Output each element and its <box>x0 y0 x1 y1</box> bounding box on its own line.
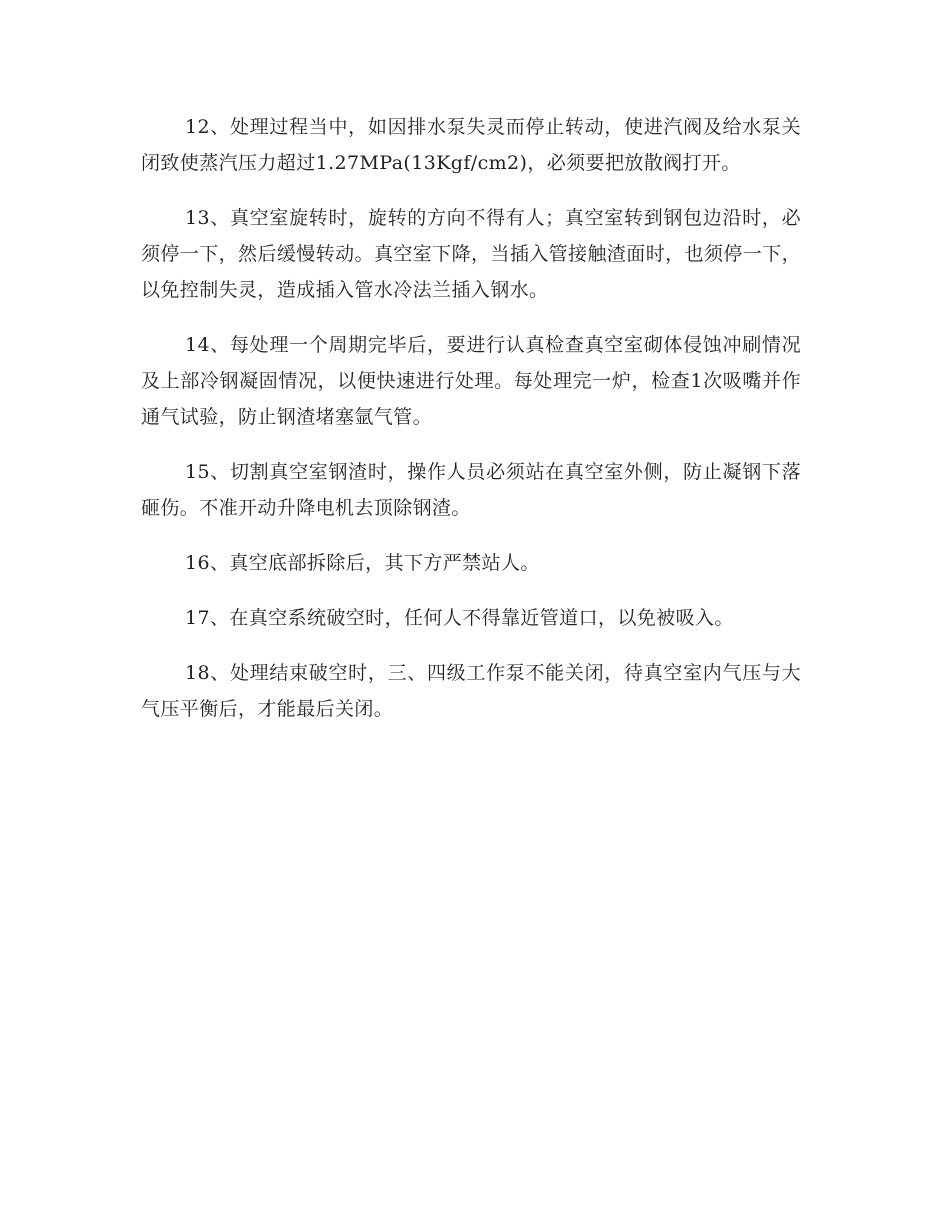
paragraph-13: 13、真空室旋转时，旋转的方向不得有人；真空室转到钢包边沿时，必须停一下，然后缓慢转动。真空室下降，当插入管接触渣面时，也须停一下，以免控制失灵，造成插入管水冷法兰插入钢水。 <box>141 207 801 301</box>
paragraph-14: 14、每处理一个周期完毕后，要进行认真检查真空室砌体侵蚀冲刷情况及上部冷钢凝固情况，以便快速进行处理。每处理完一炉，检查1次吸嘴并作通气试验，防止钢渣堵塞氩气管。 <box>141 334 801 428</box>
paragraph-18: 18、处理结束破空时，三、四级工作泵不能关闭，待真空室内气压与大气压平衡后，才能最后关闭。 <box>141 662 801 720</box>
paragraph-16: 16、真空底部拆除后，其下方严禁站人。 <box>185 552 540 574</box>
paragraph-15: 15、切割真空室钢渣时，操作人员必须站在真空室外侧，防止凝钢下落砸伤。不准开动升降电机去顶除钢渣。 <box>141 461 801 519</box>
paragraph-12: 12、处理过程当中，如因排水泵失灵而停止转动，使进汽阀及给水泵关闭致使蒸汽压力超过1.27MPa(13Kgf/cm2)，必须要把放散阀打开。 <box>141 116 801 174</box>
paragraph-17: 17、在真空系统破空时，任何人不得靠近管道口，以免被吸入。 <box>185 607 734 629</box>
document-body <box>141 109 801 746</box>
